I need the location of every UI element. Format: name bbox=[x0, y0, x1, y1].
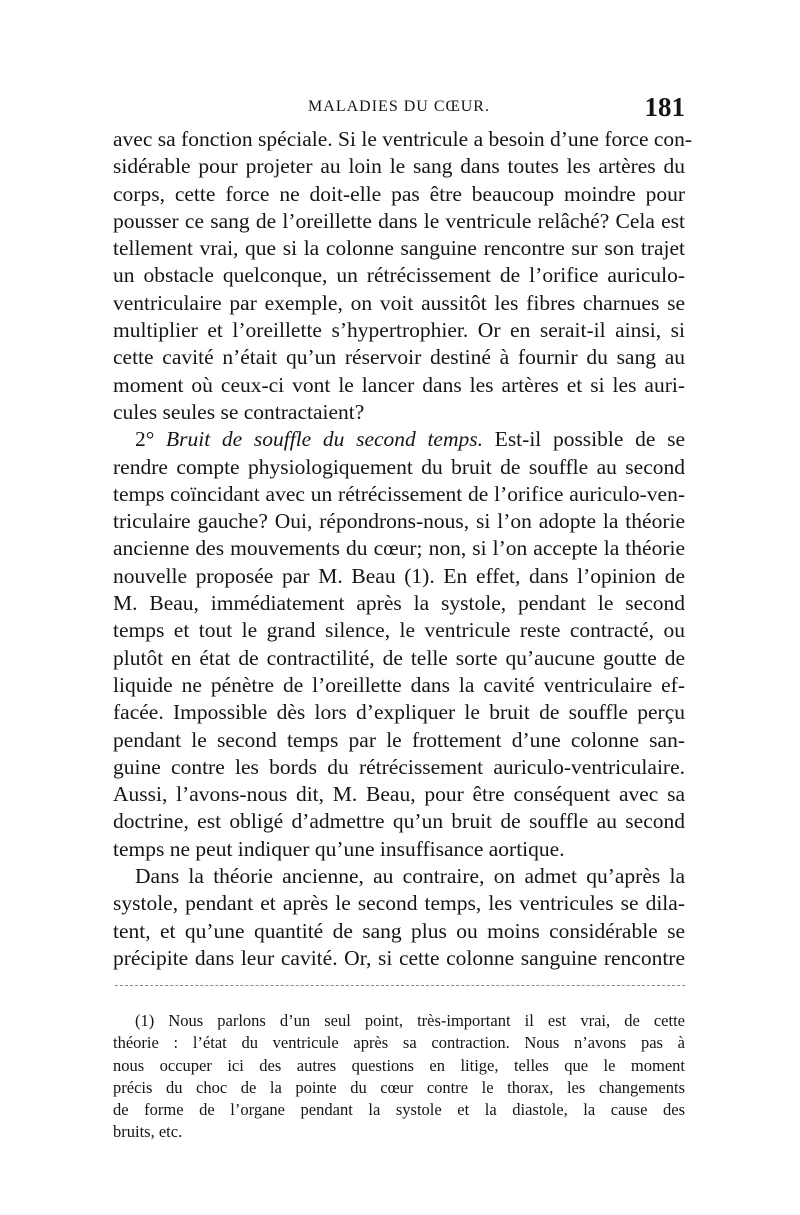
text-line: cette cavité n’était qu’un réservoir destiné à fournir du sang au bbox=[113, 345, 685, 370]
text-line: temps ne peut indiquer qu’une insuffisance aortique. bbox=[113, 836, 565, 861]
text-line: un obstacle quelconque, un rétrécissement de l’orifice auriculo- bbox=[113, 263, 685, 288]
text-line: ventriculaire par exemple, on voit aussitôt les fibres charnues se bbox=[113, 290, 685, 315]
text-line: Aussi, l’avons-nous dit, M. Beau, pour être conséquent avec sa bbox=[113, 782, 685, 807]
footnote-line: précis du choc de la pointe du cœur contre le thorax, les changements bbox=[113, 1077, 685, 1097]
text-line: temps et tout le grand silence, le ventricule reste contracté, ou bbox=[113, 618, 685, 643]
footnote-line: nous occuper ici des autres questions en litige, telles que le moment bbox=[113, 1055, 685, 1075]
footnote-line: théorie : l’état du ventricule après sa contraction. Nous n’avons pas à bbox=[113, 1033, 685, 1053]
text-line: tellement vrai, que si la colonne sanguine rencontre sur son trajet bbox=[113, 236, 685, 261]
text-line: M. Beau, immédiatement après la systole, pendant le second bbox=[113, 591, 685, 616]
footnote bbox=[113, 1010, 685, 1144]
text-line: sidérable pour projeter au loin le sang dans toutes les artères du bbox=[113, 154, 685, 179]
text-line: temps coïncidant avec un rétrécissement de l’orifice auriculo-ven- bbox=[113, 481, 685, 506]
section-number: 2° bbox=[135, 427, 167, 452]
text-line: avec sa fonction spéciale. Si le ventricule a besoin d’une force con- bbox=[113, 127, 693, 151]
footnote-line: de forme de l’organe pendant la systole et la diastole, la cause des bbox=[113, 1100, 685, 1120]
text-line: tent, et qu’une quantité de sang plus ou moins considérable se bbox=[113, 918, 685, 943]
text-line: corps, cette force ne doit-elle pas être beaucoup moindre pour bbox=[113, 181, 685, 206]
footnote-line: bruits, etc. bbox=[113, 1122, 183, 1142]
footnote-separator bbox=[115, 985, 685, 986]
text-line: moment où ceux-ci vont le lancer dans les artères et si les auri- bbox=[113, 372, 685, 397]
text-line: nouvelle proposée par M. Beau (1). En effet, dans l’opinion de bbox=[113, 563, 685, 588]
text-line: cules seules se contractaient? bbox=[113, 399, 365, 424]
text-line: pousser ce sang de l’oreillette dans le ventricule relâché? Cela est bbox=[113, 208, 685, 233]
text-line: pendant le second temps par le frottement d’une colonne san- bbox=[113, 727, 685, 752]
text-line: ancienne des mouvements du cœur; non, si l’on accepte la théorie bbox=[113, 536, 685, 561]
body-text bbox=[113, 126, 693, 972]
footnote-line: (1) Nous parlons d’un seul point, très-important il est vrai, de cette bbox=[135, 1011, 685, 1030]
text-line: liquide ne pénètre de l’oreillette dans la cavité ventriculaire ef- bbox=[113, 672, 685, 697]
section-heading-line bbox=[113, 426, 685, 453]
page-number: 181 bbox=[644, 92, 685, 122]
section-heading: Bruit de souffle du second temps. bbox=[166, 427, 483, 452]
text-line: guine contre les bords du rétrécissement auriculo-ventriculaire. bbox=[113, 754, 685, 779]
running-head bbox=[113, 92, 685, 126]
section-heading-rest: Est-il possible de se bbox=[483, 427, 685, 452]
text-line: doctrine, est obligé d’admettre qu’un bruit de souffle au second bbox=[113, 809, 685, 834]
text-line: systole, pendant et après le second temps, les ventricules se dila- bbox=[113, 891, 685, 916]
text-line: plutôt en état de contractilité, de telle sorte qu’aucune goutte de bbox=[113, 645, 685, 670]
text-line: multiplier et l’oreillette s’hypertrophier. Or en serait-il ainsi, si bbox=[113, 318, 685, 343]
text-line: triculaire gauche? Oui, répondrons-nous, si l’on adopte la théorie bbox=[113, 509, 685, 534]
text-line: Dans la théorie ancienne, au contraire, on admet qu’après la bbox=[135, 864, 685, 889]
text-line: précipite dans leur cavité. Or, si cette colonne sanguine rencontre bbox=[113, 945, 685, 970]
text-line: rendre compte physiologiquement du bruit de souffle au second bbox=[113, 454, 685, 479]
text-line: facée. Impossible dès lors d’expliquer le bruit de souffle perçu bbox=[113, 700, 685, 725]
running-title: MALADIES DU CŒUR. bbox=[308, 98, 490, 115]
